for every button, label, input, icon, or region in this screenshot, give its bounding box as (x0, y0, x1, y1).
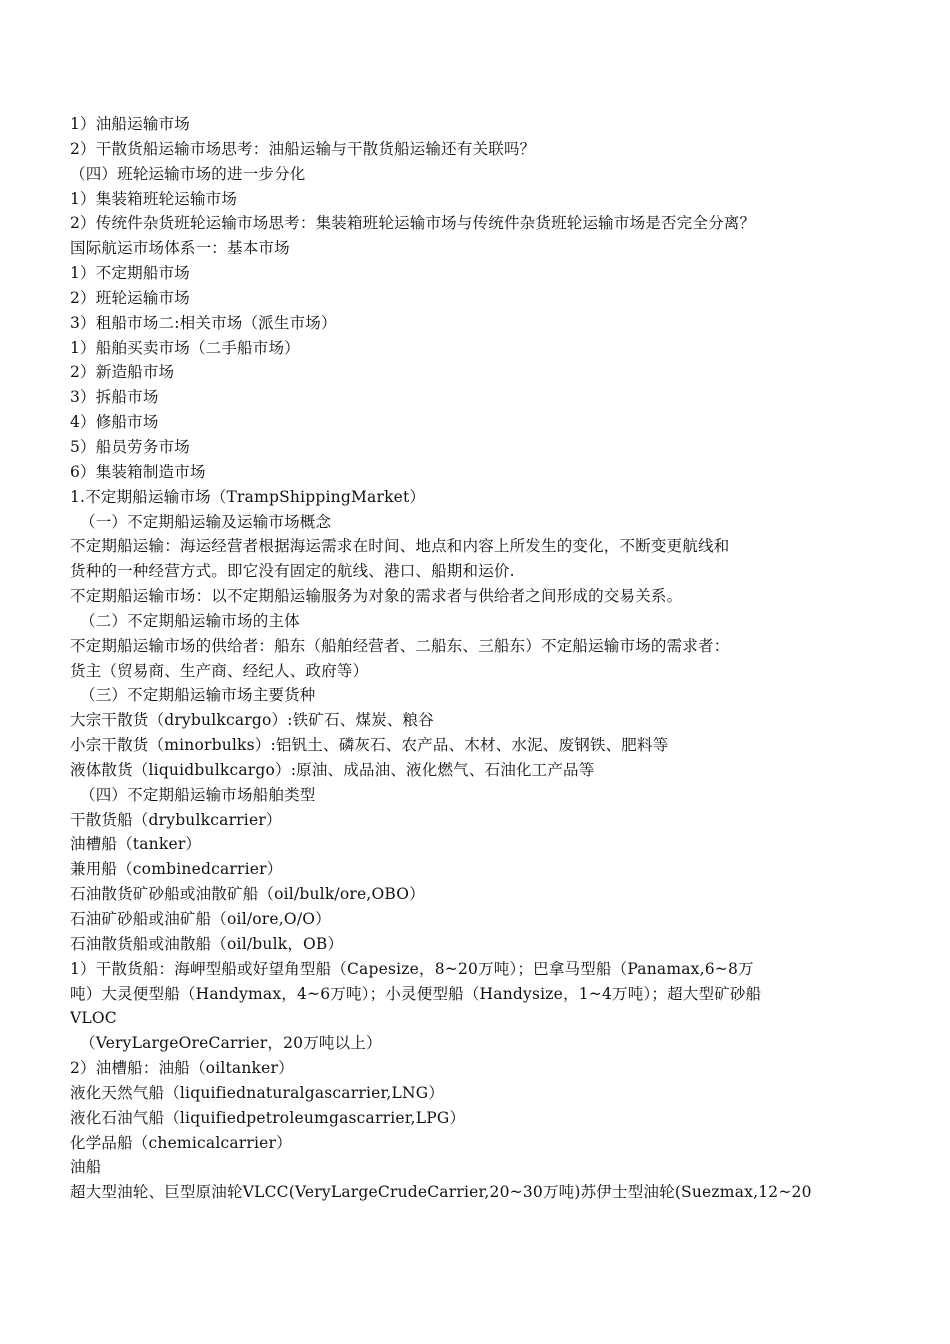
text-line: 油槽船（tanker） (70, 835, 202, 854)
text-line: 1）油船运输市场 (70, 115, 190, 133)
text-line: 1）船舶买卖市场（二手船市场） (70, 338, 300, 357)
text-line: 大宗干散货（drybulkcargo）:铁矿石、煤炭、粮谷 (70, 711, 434, 730)
subsection-heading: （一）不定期船运输及运输市场概念 (80, 512, 332, 531)
text-line: 5）船员劳务市场 (70, 437, 190, 456)
subsection-heading: （二）不定期船运输市场的主体 (80, 611, 300, 630)
text-line: 货主（贸易商、生产商、经纪人、政府等） (70, 661, 369, 680)
text-line: 6）集装箱制造市场 (70, 462, 206, 481)
text-line: 不定期船运输：海运经营者根据海运需求在时间、地点和内容上所发生的变化，不断变更航线和 (70, 537, 730, 556)
text-line: 2）新造船市场 (70, 363, 175, 382)
text-line: 3）拆船市场 (70, 388, 159, 407)
text-line: 1）干散货船：海岬型船或好望角型船（Capesize，8~20万吨）；巴拿马型船（Panamax,6~8万 (70, 959, 754, 978)
text-line: 液体散货（liquidbulkcargo）:原油、成品油、液化燃气、石油化工产品等 (70, 760, 595, 779)
text-line: 兼用船（combinedcarrier） (70, 860, 283, 879)
section-heading: 1.不定期船运输市场（TrampShippingMarket） (70, 487, 426, 506)
text-line: 不定期船运输市场的供给者：船东（船舶经营者、二船东、三船东）不定船运输市场的需求者： (70, 636, 730, 655)
text-line: 1）不定期船市场 (70, 264, 190, 283)
text-line: 液化石油气船（liquifiedpetroleumgascarrier,LPG） (70, 1108, 466, 1127)
text-line: 2）干散货船运输市场思考：油船运输与干散货船运输还有关联吗？ (70, 139, 536, 158)
text-line: 石油矿砂船或油矿船（oil/ore,O/O） (70, 910, 331, 928)
text-line: 石油散货船或油散船（oil/bulk，OB） (70, 934, 344, 953)
text-line: 3）租船市场二:相关市场（派生市场） (70, 313, 337, 332)
text-line: 化学品船（chemicalcarrier） (70, 1133, 292, 1152)
text-line: 干散货船（drybulkcarrier） (70, 810, 282, 829)
subsection-heading: （三）不定期船运输市场主要货种 (80, 686, 316, 705)
text-line: 石油散货矿砂船或油散矿船（oil/bulk/ore,OBO） (70, 885, 425, 904)
text-line: 吨）大灵便型船（Handymax，4~6万吨）；小灵便型船（Handysize，1~4万吨）；超大型矿砂船 (70, 984, 762, 1003)
text-line: 超大型油轮、巨型原油轮VLCC(VeryLargeCrudeCarrier,20~30万吨)苏伊士型油轮(Suezmax,12~20 (70, 1183, 812, 1202)
text-line: 4）修船市场 (70, 413, 159, 432)
section-heading: （四）班轮运输市场的进一步分化 (70, 164, 306, 183)
document-body (70, 112, 900, 1205)
text-line: VLOC (70, 1009, 117, 1028)
text-line: 2）油槽船：油船（oiltanker） (70, 1059, 294, 1078)
text-line: 货种的一种经营方式。即它没有固定的航线、港口、船期和运价. (70, 562, 515, 581)
text-line: 油船 (70, 1158, 102, 1177)
text-line: 液化天然气船（liquifiednaturalgascarrier,LNG） (70, 1083, 445, 1102)
text-line: 2）班轮运输市场 (70, 288, 190, 307)
text-line: 国际航运市场体系一：基本市场 (70, 239, 290, 258)
text-line: 2）传统件杂货班轮运输市场思考：集装箱班轮运输市场与传统件杂货班轮运输市场是否完全分离？ (70, 214, 756, 233)
text-line: （VeryLargeOreCarrier，20万吨以上） (80, 1034, 382, 1053)
text-line: 不定期船运输市场：以不定期船运输服务为对象的需求者与供给者之间形成的交易关系。 (70, 587, 683, 606)
text-line: 1）集装箱班轮运输市场 (70, 189, 238, 208)
subsection-heading: （四）不定期船运输市场船舶类型 (80, 785, 316, 804)
text-line: 小宗干散货（minorbulks）:铝钒土、磷灰石、农产品、木材、水泥、废钢铁、肥料等 (70, 736, 669, 755)
